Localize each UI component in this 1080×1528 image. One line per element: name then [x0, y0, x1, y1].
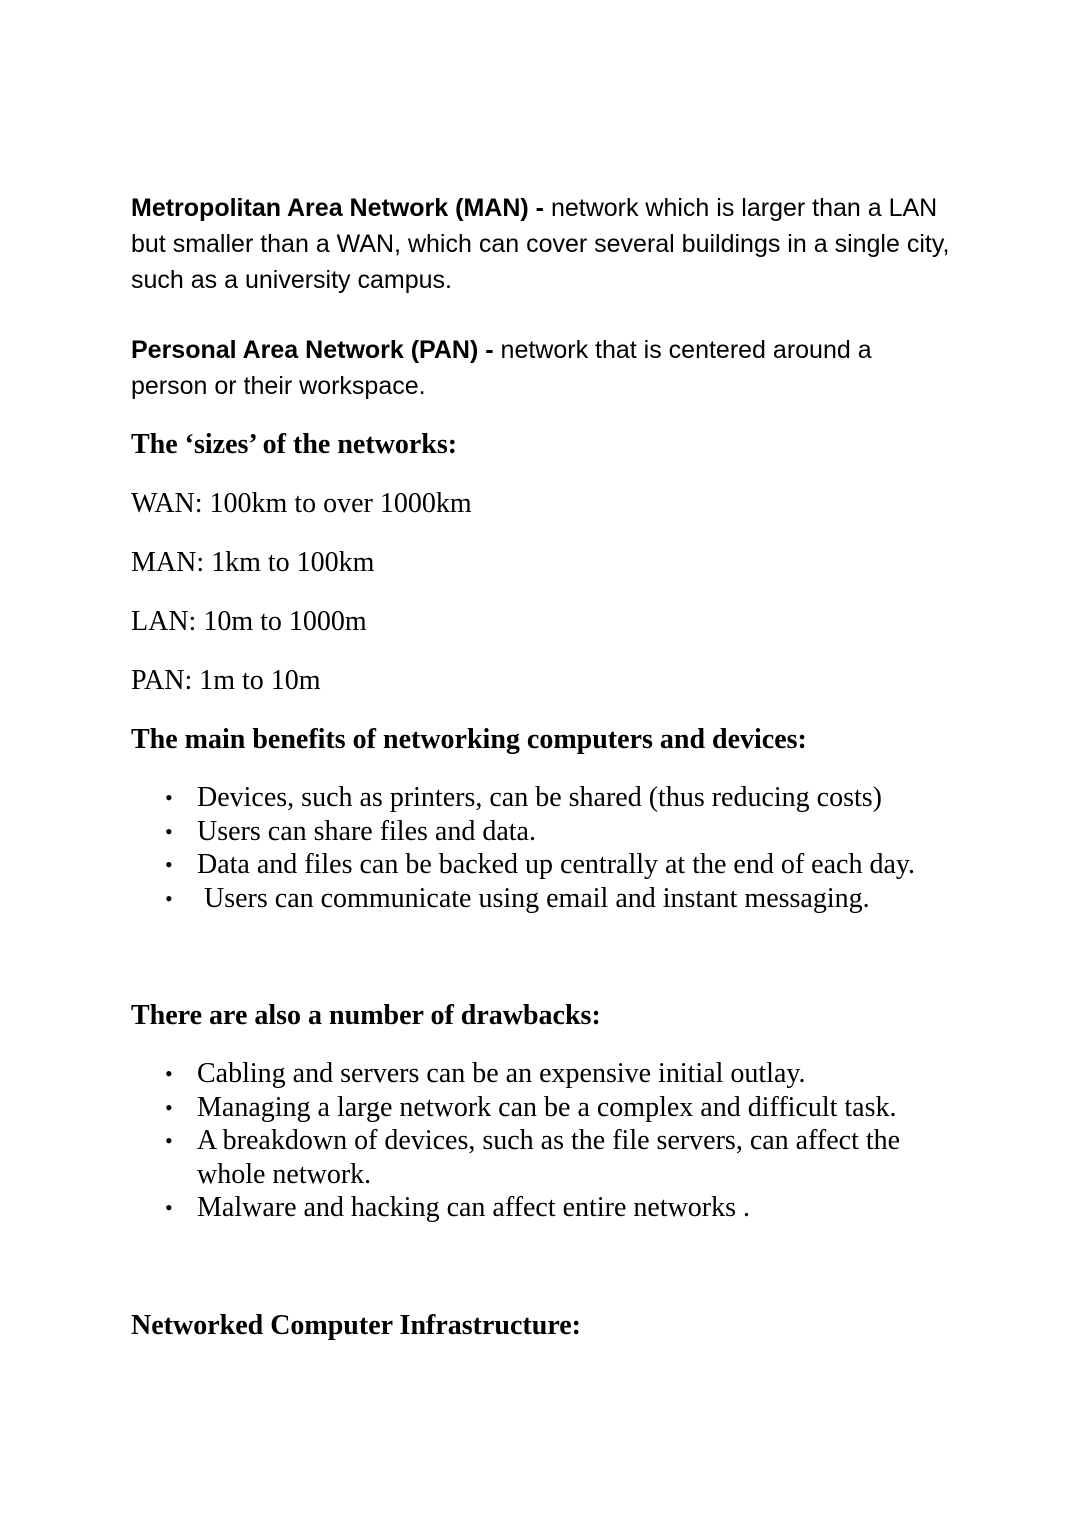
list-item	[131, 882, 991, 916]
definition-separator: -	[478, 336, 501, 364]
list-item	[131, 1191, 931, 1225]
list-item	[131, 781, 991, 815]
list-item-text: Managing a large network can be a complex and difficult task.	[197, 1091, 897, 1123]
list-item-text: Users can share files and data.	[197, 815, 536, 847]
drawbacks-list	[131, 1057, 931, 1225]
list-item	[131, 848, 991, 882]
list-item	[131, 815, 991, 849]
list-item	[131, 1124, 931, 1191]
size-line-pan: PAN: 1m to 10m	[131, 665, 321, 696]
bullet-icon: •	[165, 1128, 173, 1153]
definition-pan	[131, 332, 951, 404]
list-item	[131, 1057, 931, 1091]
size-line-man: MAN: 1km to 100km	[131, 547, 375, 578]
definition-term: Personal Area Network (PAN)	[131, 336, 479, 364]
bullet-icon: •	[165, 785, 173, 810]
bullet-icon: •	[165, 852, 173, 877]
definition-separator: -	[528, 194, 551, 222]
list-item-text: Data and files can be backed up centrally at the end of each day.	[197, 849, 916, 880]
bullet-icon: •	[165, 1195, 173, 1220]
size-line-lan: LAN: 10m to 1000m	[131, 606, 367, 637]
list-item-text: Users can communicate using email and instant messaging.	[204, 882, 870, 914]
definition-text: network which is larger than a LAN but smaller than a WAN, which can cover several buildings in a single city, such as a university campus.	[131, 194, 950, 294]
bullet-icon: •	[165, 818, 173, 844]
definition-man	[131, 190, 951, 298]
drawbacks-heading: There are also a number of drawbacks:	[131, 1000, 601, 1031]
list-item-text: Malware and hacking can affect entire networks .	[197, 1192, 751, 1223]
bullet-icon: •	[165, 885, 173, 911]
infrastructure-heading: Networked Computer Infrastructure:	[131, 1310, 581, 1341]
list-item-text: Devices, such as printers, can be shared (thus reducing costs)	[197, 782, 883, 813]
bullet-icon: •	[165, 1094, 173, 1120]
definition-term: Metropolitan Area Network (MAN)	[131, 194, 529, 222]
benefits-heading: The main benefits of networking computers and devices:	[131, 724, 807, 755]
benefits-list	[131, 781, 991, 915]
list-item-text: Cabling and servers can be an expensive initial outlay.	[197, 1058, 806, 1089]
definition-text: network that is centered around a person or their workspace.	[131, 336, 872, 400]
size-line-wan: WAN: 100km to over 1000km	[131, 488, 472, 519]
list-item	[131, 1091, 931, 1125]
list-item-text: A breakdown of devices, such as the file servers, can affect the whole network.	[197, 1125, 901, 1190]
bullet-icon: •	[165, 1061, 173, 1086]
sizes-heading: The ‘sizes’ of the networks:	[131, 429, 458, 460]
